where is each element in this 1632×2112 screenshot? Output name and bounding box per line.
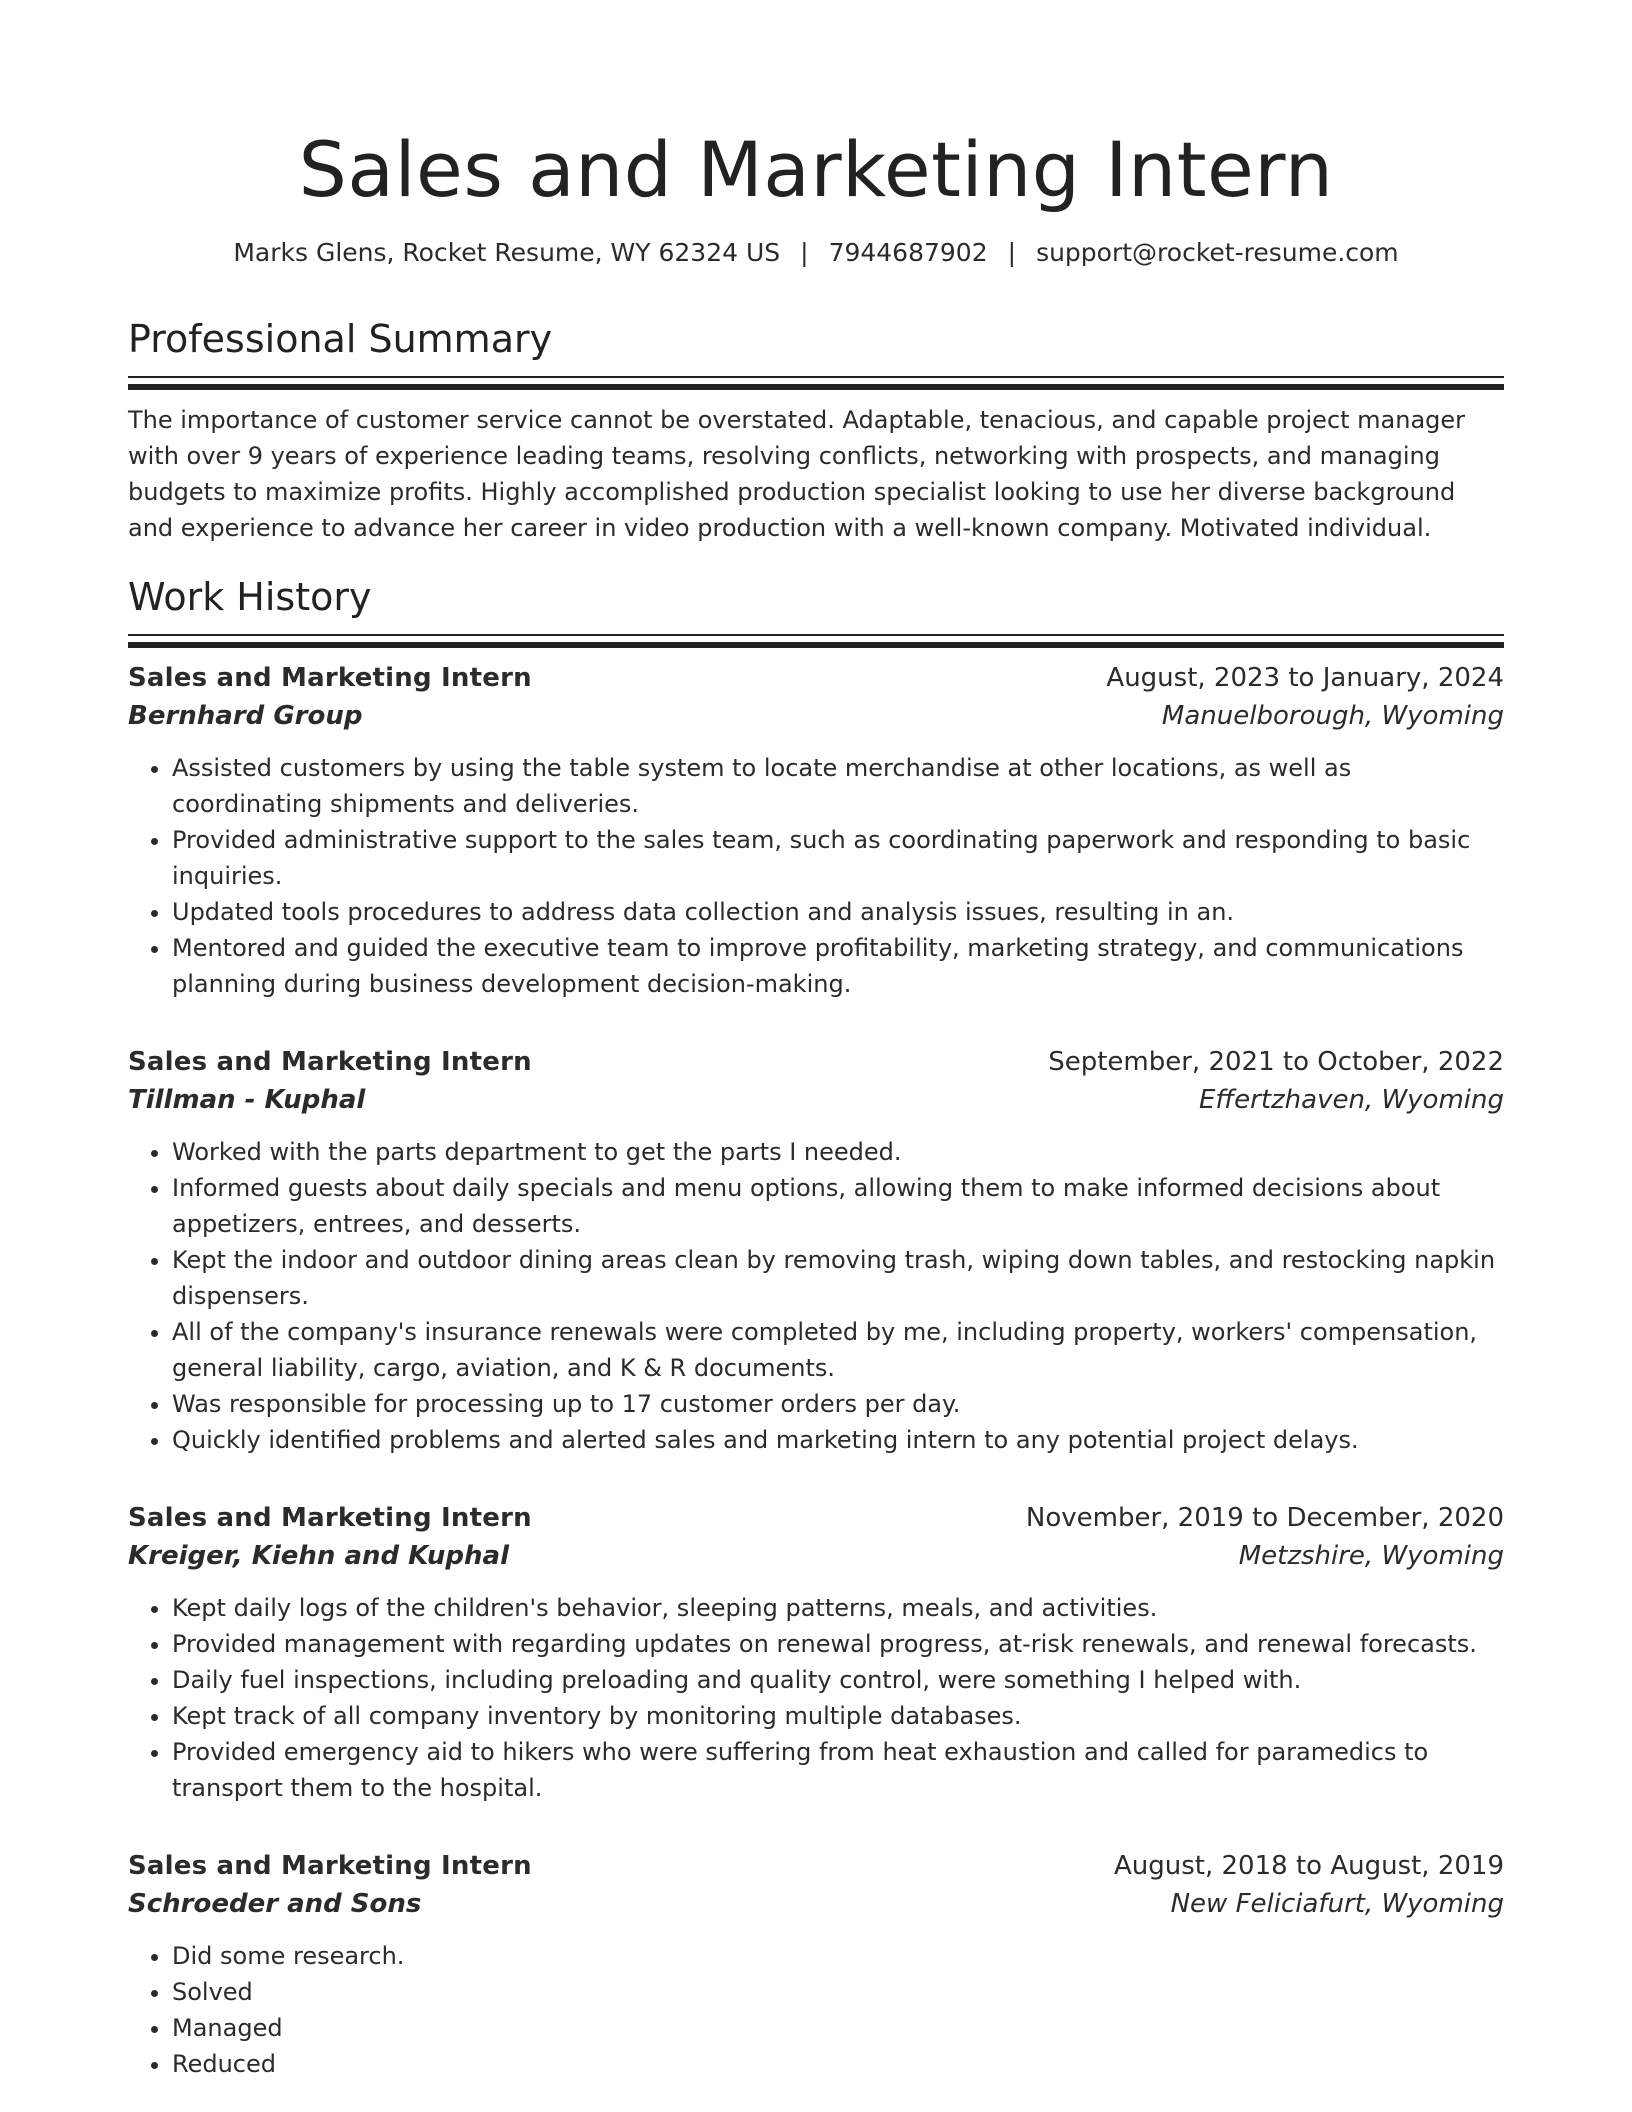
job-entry	[128, 1848, 1504, 2082]
contact-phone: 7944687902	[828, 238, 988, 267]
job-bullet: • Daily fuel inspections, including preloading and quality control, were something I helped with.	[172, 1662, 1504, 1698]
job-entry	[128, 1044, 1504, 1458]
job-bullet: • Kept the indoor and outdoor dining areas clean by removing trash, wiping down tables, and restocking napkin dispensers.	[172, 1242, 1504, 1314]
job-bullet: • Kept track of all company inventory by monitoring multiple databases.	[172, 1698, 1504, 1734]
job-location: New Feliciafurt, Wyoming	[1170, 1889, 1504, 1919]
section-divider	[128, 376, 1504, 390]
job-bullets	[128, 1938, 1504, 2082]
job-dates: August, 2023 to January, 2024	[1106, 663, 1504, 693]
job-dates: August, 2018 to August, 2019	[1114, 1851, 1504, 1881]
work-history-heading: Work History	[128, 575, 372, 619]
job-header-row	[128, 1848, 1504, 1884]
job-header-row	[128, 1500, 1504, 1536]
job-entry	[128, 1500, 1504, 1806]
job-company: Bernhard Group	[128, 701, 363, 731]
job-bullet: • Kept daily logs of the children's behavior, sleeping patterns, meals, and activities.	[172, 1590, 1504, 1626]
job-bullet: • All of the company's insurance renewals were completed by me, including property, workers' compensation, general liability, cargo, aviation, and K & R documents.	[172, 1314, 1504, 1386]
job-bullet: • Provided management with regarding updates on renewal progress, at-risk renewals, and renewal forecasts.	[172, 1626, 1504, 1662]
job-dates: November, 2019 to December, 2020	[1025, 1503, 1504, 1533]
job-bullet: • Provided emergency aid to hikers who were suffering from heat exhaustion and called for paramedics to transport them to the hospital.	[172, 1734, 1504, 1806]
job-dates: September, 2021 to October, 2022	[1048, 1047, 1504, 1077]
job-location: Manuelborough, Wyoming	[1161, 701, 1504, 731]
job-header-row	[128, 1044, 1504, 1080]
contact-separator: |	[800, 238, 809, 267]
summary-heading: Professional Summary	[128, 317, 553, 361]
job-company: Schroeder and Sons	[128, 1889, 422, 1919]
job-title: Sales and Marketing Intern	[128, 1503, 532, 1533]
contact-line	[128, 236, 1504, 270]
job-company-row	[128, 1536, 1504, 1576]
job-location: Metzshire, Wyoming	[1238, 1541, 1504, 1571]
summary-text: The importance of customer service cannot be overstated. Adaptable, tenacious, and capable project manager with over 9 years of experience leading teams, resolving conflicts, networking with prospects, and managing budgets to maximize profits. Highly accomplished production specialist looking to use her diverse background and experience to advance her career in video production with a well-known company. Motivated individual.	[128, 406, 1466, 542]
section-divider	[128, 634, 1504, 648]
contact-email: support@rocket-resume.com	[1036, 238, 1399, 267]
job-title: Sales and Marketing Intern	[128, 1047, 532, 1077]
job-bullet: • Provided administrative support to the sales team, such as coordinating paperwork and responding to basic inquiries.	[172, 822, 1504, 894]
job-bullet: • Did some research.	[172, 1938, 1504, 1974]
job-bullet: • Reduced	[172, 2046, 1504, 2082]
job-location: Effertzhaven, Wyoming	[1198, 1085, 1504, 1115]
job-bullet: • Worked with the parts department to get the parts I needed.	[172, 1134, 1504, 1170]
job-bullet: • Managed	[172, 2010, 1504, 2046]
job-bullets	[128, 1590, 1504, 1806]
job-company-row	[128, 1080, 1504, 1120]
job-company-row	[128, 696, 1504, 736]
job-company-row	[128, 1884, 1504, 1924]
job-company: Kreiger, Kiehn and Kuphal	[128, 1541, 509, 1571]
job-bullet: • Updated tools procedures to address data collection and analysis issues, resulting in an.	[172, 894, 1504, 930]
job-header-row	[128, 660, 1504, 696]
job-bullets	[128, 1134, 1504, 1458]
job-bullet: • Mentored and guided the executive team to improve profitability, marketing strategy, and communications planning during business development decision-making.	[172, 930, 1504, 1002]
job-bullet: • Quickly identified problems and alerted sales and marketing intern to any potential project delays.	[172, 1422, 1504, 1458]
job-bullet: • Informed guests about daily specials and menu options, allowing them to make informed decisions about appetizers, entrees, and desserts.	[172, 1170, 1504, 1242]
contact-address: Marks Glens, Rocket Resume, WY 62324 US	[233, 238, 781, 267]
job-title: Sales and Marketing Intern	[128, 663, 532, 693]
job-title: Sales and Marketing Intern	[128, 1851, 532, 1881]
job-bullet: • Was responsible for processing up to 17 customer orders per day.	[172, 1386, 1504, 1422]
resume-name: Sales and Marketing Intern	[298, 125, 1334, 214]
job-bullets	[128, 750, 1504, 1002]
job-company: Tillman - Kuphal	[128, 1085, 366, 1115]
job-bullet: • Solved	[172, 1974, 1504, 2010]
contact-separator: |	[1007, 238, 1017, 267]
job-bullet: • Assisted customers by using the table system to locate merchandise at other locations, as well as coordinating shipments and deliveries.	[172, 750, 1504, 822]
job-entry	[128, 660, 1504, 1002]
